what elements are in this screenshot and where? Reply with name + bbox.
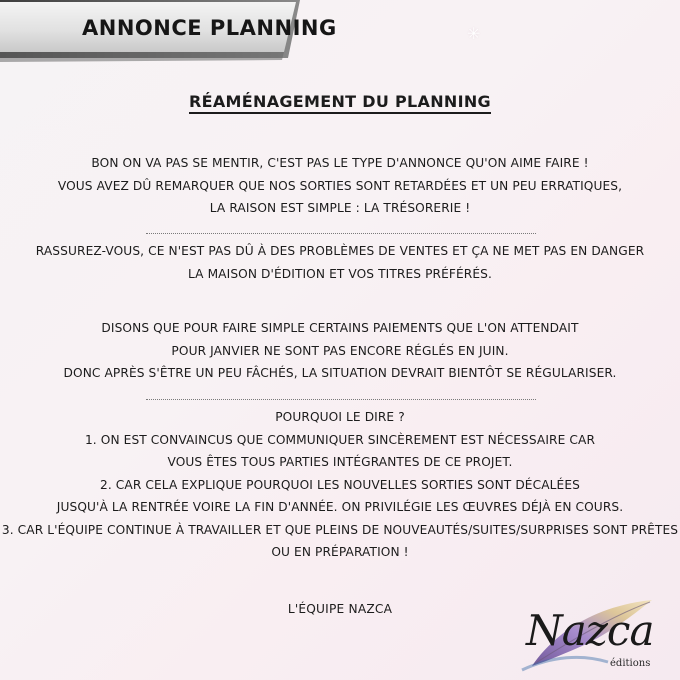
signature: L'ÉQUIPE NAZCA xyxy=(287,602,393,616)
paragraph-line: 2. CAR CELA EXPLIQUE POURQUOI LES NOUVELLES SORTIES SONT DÉCALÉES xyxy=(99,477,580,492)
paragraph-line: 3. CAR L'ÉQUIPE CONTINUE À TRAVAILLER ET QUE PLEINS DE NOUVEAUTÉS/SUITES/SURPRISES SONT PRÊTES xyxy=(1,522,679,537)
paragraph-line: RASSUREZ-VOUS, CE N'EST PAS DÛ À DES PROBLÈMES DE VENTES ET ÇA NE MET PAS EN DANGER xyxy=(35,244,645,258)
paragraph-line: 1. ON EST CONVAINCUS QUE COMMUNIQUER SINCÈREMENT EST NÉCESSAIRE CAR xyxy=(84,432,596,447)
paragraph-reassurance xyxy=(0,240,680,285)
paragraph-line: DISONS QUE POUR FAIRE SIMPLE CERTAINS PAIEMENTS QUE L'ON ATTENDAIT xyxy=(101,321,579,335)
paragraph-line: POURQUOI LE DIRE ? xyxy=(275,410,405,424)
dotted-divider xyxy=(146,233,536,234)
dotted-divider xyxy=(146,399,536,400)
sparkle-icon: ✳ xyxy=(467,24,481,43)
paragraph-line: BON ON VA PAS SE MENTIR, C'EST PAS LE TYPE D'ANNONCE QU'ON AIME FAIRE ! xyxy=(91,156,589,170)
heading-text: RÉAMÉNAGEMENT DU PLANNING xyxy=(189,92,491,114)
paragraph-line: POUR JANVIER NE SONT PAS ENCORE RÉGLÉS EN JUIN. xyxy=(171,343,509,358)
announcement-heading xyxy=(0,92,680,111)
paragraph-why xyxy=(0,406,680,564)
banner-title: ANNONCE PLANNING xyxy=(82,16,337,40)
paragraph-line: DONC APRÈS S'ÊTRE UN PEU FÂCHÉS, LA SITUATION DEVRAIT BIENTÔT SE RÉGULARISER. xyxy=(63,366,617,380)
logo-subtitle: éditions xyxy=(610,658,651,669)
paragraph-payments xyxy=(0,317,680,385)
paragraph-line: JUSQU'À LA RENTRÉE VOIRE LA FIN D'ANNÉE. ON PRIVILÉGIE LES ŒUVRES DÉJÀ EN COURS. xyxy=(56,500,624,514)
logo-wordmark: Nazca xyxy=(526,606,654,655)
paragraph-line: VOUS AVEZ DÛ REMARQUER QUE NOS SORTIES SONT RETARDÉES ET UN PEU ERRATIQUES, xyxy=(57,178,623,193)
paragraph-line: VOUS ÊTES TOUS PARTIES INTÉGRANTES DE CE PROJET. xyxy=(167,455,513,469)
paragraph-line: LA MAISON D'ÉDITION ET VOS TITRES PRÉFÉRÉS. xyxy=(187,266,492,281)
paragraph-intro xyxy=(0,152,680,220)
paragraph-line: OU EN PRÉPARATION ! xyxy=(271,545,409,559)
paragraph-line: LA RAISON EST SIMPLE : LA TRÉSORERIE ! xyxy=(209,201,471,215)
nazca-logo xyxy=(512,596,664,676)
